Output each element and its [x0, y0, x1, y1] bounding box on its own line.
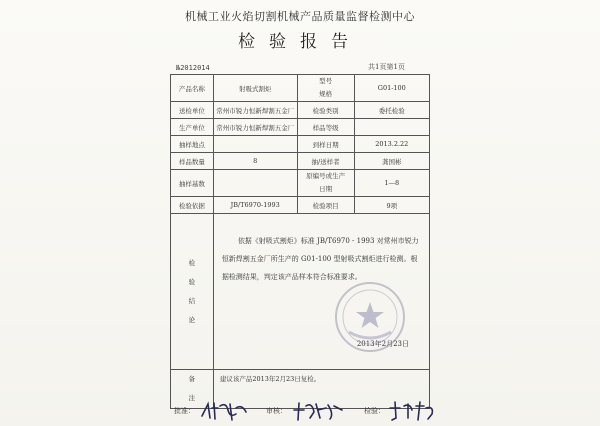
arrival-date-value: 2013.2.22 — [354, 136, 429, 153]
serial-label-line2: 日期 — [319, 185, 333, 193]
product-name-value: 射吸式割炬 — [213, 75, 297, 102]
spec-label: 规格 — [319, 90, 333, 98]
review-label: 审核： — [266, 407, 287, 415]
reviewer-signature — [292, 400, 344, 422]
inspection-type-value: 委托检验 — [354, 102, 429, 119]
approve-label: 批准： — [174, 407, 195, 415]
model-spec-labels — [297, 75, 354, 102]
items-label: 检验项目 — [297, 197, 354, 214]
sampling-base-label: 抽样基数 — [171, 170, 214, 197]
approver-signature — [200, 400, 248, 422]
arrival-date-label: 到样日期 — [297, 136, 354, 153]
organization-name: 机械工业火焰切割机械产品质量监督检测中心 — [185, 10, 415, 23]
inspected-unit-value: 常州市锐力恒新焊割五金厂 — [213, 102, 297, 119]
conclusion-date: 2013年2月23日 — [356, 340, 409, 348]
trademark-value — [354, 119, 429, 136]
model-value: G01-100 — [354, 75, 429, 102]
basis-label: 检验依据 — [171, 197, 214, 214]
serial-value: 1—8 — [354, 170, 429, 197]
report-number: №2012014 — [176, 64, 210, 72]
inspected-unit-label: 送检单位 — [171, 102, 214, 119]
inspection-type-label: 检验类别 — [297, 102, 354, 119]
inspection-table — [170, 74, 430, 409]
conclusion-label-char: 论 — [188, 315, 196, 324]
basis-value: JB/T6970-1993 — [213, 197, 297, 214]
items-value: 9项 — [354, 197, 429, 214]
report-title: 检验报告 — [238, 32, 362, 52]
model-label: 型号 — [319, 77, 333, 85]
sample-qty-label: 样品数量 — [171, 153, 214, 170]
conclusion-label-char: 验 — [188, 277, 196, 286]
conclusion-label-char: 结 — [188, 296, 196, 305]
page-count: 共1页第1页 — [368, 63, 405, 71]
sampling-base-value — [213, 170, 297, 197]
remark-text: 建议该产品2013年2月23日复检。 — [213, 370, 429, 409]
sampling-place-value — [213, 136, 297, 153]
sender-value: 龚国彬 — [354, 153, 429, 170]
inspector-signature — [388, 400, 438, 422]
producer-label: 生产单位 — [171, 119, 214, 136]
inspect-label: 检验： — [364, 407, 385, 415]
official-seal — [335, 282, 405, 352]
sampling-place-label: 抽样地点 — [171, 136, 214, 153]
sample-qty-value: 8 — [213, 153, 297, 170]
serial-label — [297, 170, 354, 197]
producer-value: 常州市锐力恒新焊割五金厂 — [213, 119, 297, 136]
serial-label-line1: 原编号或生产 — [306, 172, 346, 180]
sender-label: 抽/送样者 — [297, 153, 354, 170]
conclusion-label — [171, 214, 214, 370]
product-name-label: 产品名称 — [171, 75, 214, 102]
conclusion-label-char: 检 — [188, 258, 196, 267]
remark-label-char: 备 — [188, 375, 196, 383]
remark-label-char: 注 — [188, 394, 196, 402]
trademark-label: 样品等级 — [297, 119, 354, 136]
conclusion-text: 依据《射吸式割炬》标准 JB/T6970 - 1993 对常州市锐力恒新焊割五金厂所生产的 G01-100 型射吸式割炬进行检测。根据检测结果，判定该产品样本符合标准要求。 — [221, 237, 419, 281]
